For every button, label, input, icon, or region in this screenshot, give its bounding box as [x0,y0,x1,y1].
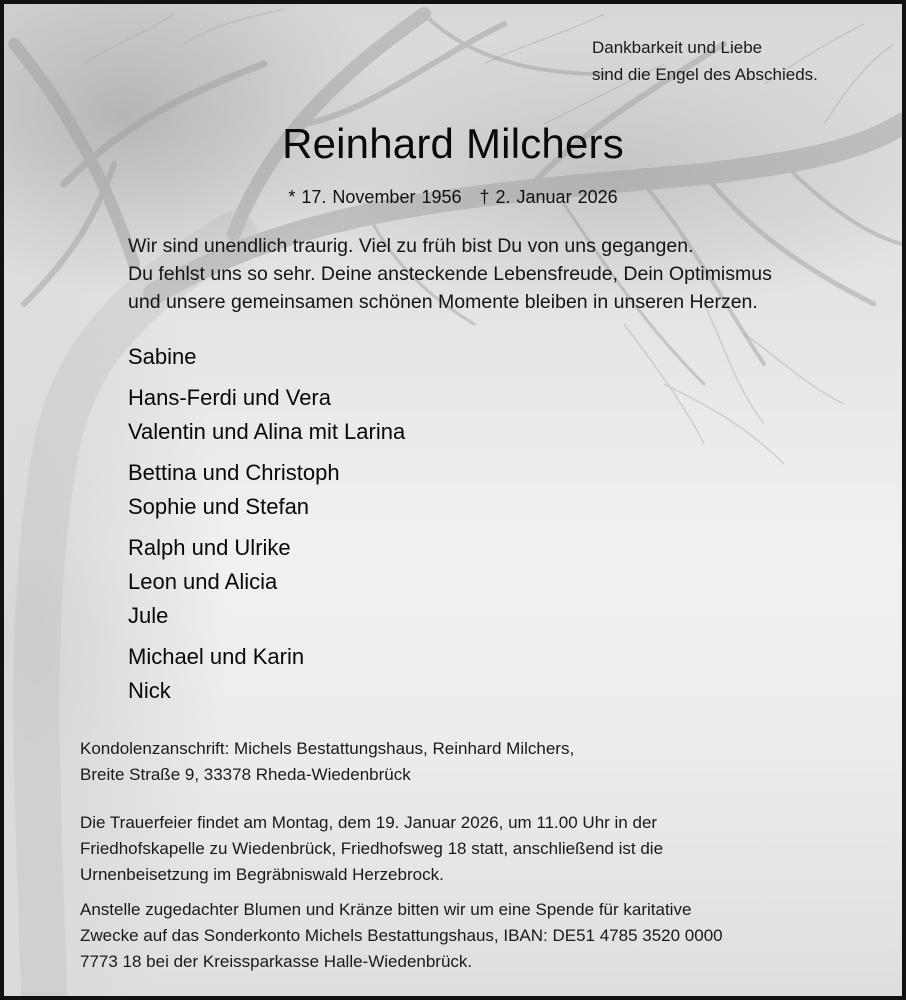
mourner-line: Valentin und Alina mit Larina [128,419,406,444]
mourner-line: Hans-Ferdi und Vera [128,385,331,410]
ceremony-line: Friedhofskapelle zu Wiedenbrück, Friedhofsweg 18 statt, anschließend ist die [80,839,664,858]
mourner-group [128,640,405,708]
donation-line: 7773 18 bei der Kreissparkasse Halle-Wiedenbrück. [80,952,473,971]
donation-request [80,897,723,975]
mourners-list [128,340,405,715]
motto-line: Dankbarkeit und Liebe [592,38,763,57]
message-line: Du fehlst uns so sehr. Deine ansteckende Lebensfreude, Dein Optimismus [128,263,772,285]
ceremony-details [80,810,663,888]
life-dates [4,184,902,210]
message-line: Wir sind unendlich traurig. Viel zu früh bist Du von uns gegangen. [128,235,694,257]
deceased-name: Reinhard Milchers [282,120,624,167]
mourner-group [128,381,405,449]
condolence-address [80,736,574,788]
address-line: Breite Straße 9, 33378 Rheda-Wiedenbrück [80,765,411,784]
ceremony-line: Die Trauerfeier findet am Montag, dem 19. Januar 2026, um 11.00 Uhr in der [80,813,658,832]
mourner-group [128,340,405,374]
motto-quote [592,34,818,88]
donation-line: Anstelle zugedachter Blumen und Kränze bitten wir um eine Spende für karitative [80,900,692,919]
address-line: Kondolenzanschrift: Michels Bestattungshaus, Reinhard Milchers, [80,739,575,758]
mourner-group [128,456,405,524]
ceremony-line: Urnenbeisetzung im Begräbniswald Herzebrock. [80,865,444,884]
mourner-line: Sabine [128,344,197,369]
death-date: † 2. Januar 2026 [479,187,618,207]
mourner-line: Michael und Karin [128,644,305,669]
birth-date: * 17. November 1956 [288,187,462,207]
mourner-line: Ralph und Ulrike [128,535,291,560]
motto-line: sind die Engel des Abschieds. [592,65,818,84]
message-line: und unsere gemeinsamen schönen Momente bleiben in unseren Herzen. [128,291,758,313]
farewell-message [128,232,772,316]
mourner-line: Leon und Alicia [128,569,278,594]
mourner-line: Nick [128,678,171,703]
mourner-line: Sophie und Stefan [128,494,310,519]
mourner-group [128,531,405,633]
mourner-line: Jule [128,603,169,628]
donation-line: Zwecke auf das Sonderkonto Michels Bestattungshaus, IBAN: DE51 4785 3520 0000 [80,926,723,945]
mourner-line: Bettina und Christoph [128,460,340,485]
